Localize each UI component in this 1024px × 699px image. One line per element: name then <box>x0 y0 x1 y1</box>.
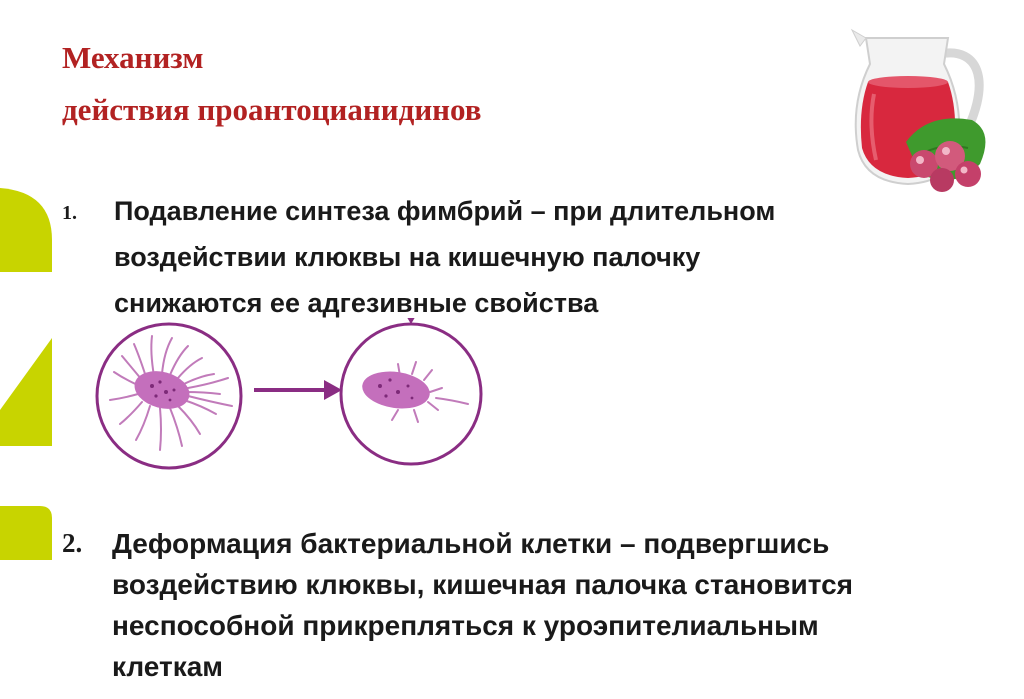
point-2 <box>62 523 853 687</box>
point-2-line-4: клеткам <box>112 651 223 682</box>
deformed-bacterium-icon <box>341 318 481 464</box>
title-line-2: действия проантоцианидинов <box>62 92 482 127</box>
point-2-line-1: Деформация бактериальной клетки – подвергшись <box>112 528 830 559</box>
title-line-1: Механизм <box>62 40 204 75</box>
point-2-number: 2. <box>62 528 83 558</box>
point-2-line-3: неспособной прикрепляться к уроэпителиальным <box>112 610 819 641</box>
slide-title <box>62 32 482 136</box>
point-2-text <box>112 523 853 687</box>
arrow-right-icon <box>254 380 342 400</box>
point-1-text <box>114 188 775 326</box>
point-1-line-2: воздействии клюквы на кишечную палочку <box>114 242 701 272</box>
bacteria-illustration <box>92 318 492 476</box>
fimbriated-bacterium-icon <box>97 324 241 468</box>
point-1-line-1: Подавление синтеза фимбрий – при длительном <box>114 196 776 226</box>
point-1-number: 1. <box>62 202 77 224</box>
point-1-line-3: снижаются ее адгезивные свойства <box>114 288 599 318</box>
cranberry-pitcher-icon <box>848 24 998 200</box>
point-2-line-2: воздействию клюквы, кишечная палочка становится <box>112 569 853 600</box>
left-green-decoration <box>0 180 52 560</box>
point-1 <box>62 188 775 326</box>
